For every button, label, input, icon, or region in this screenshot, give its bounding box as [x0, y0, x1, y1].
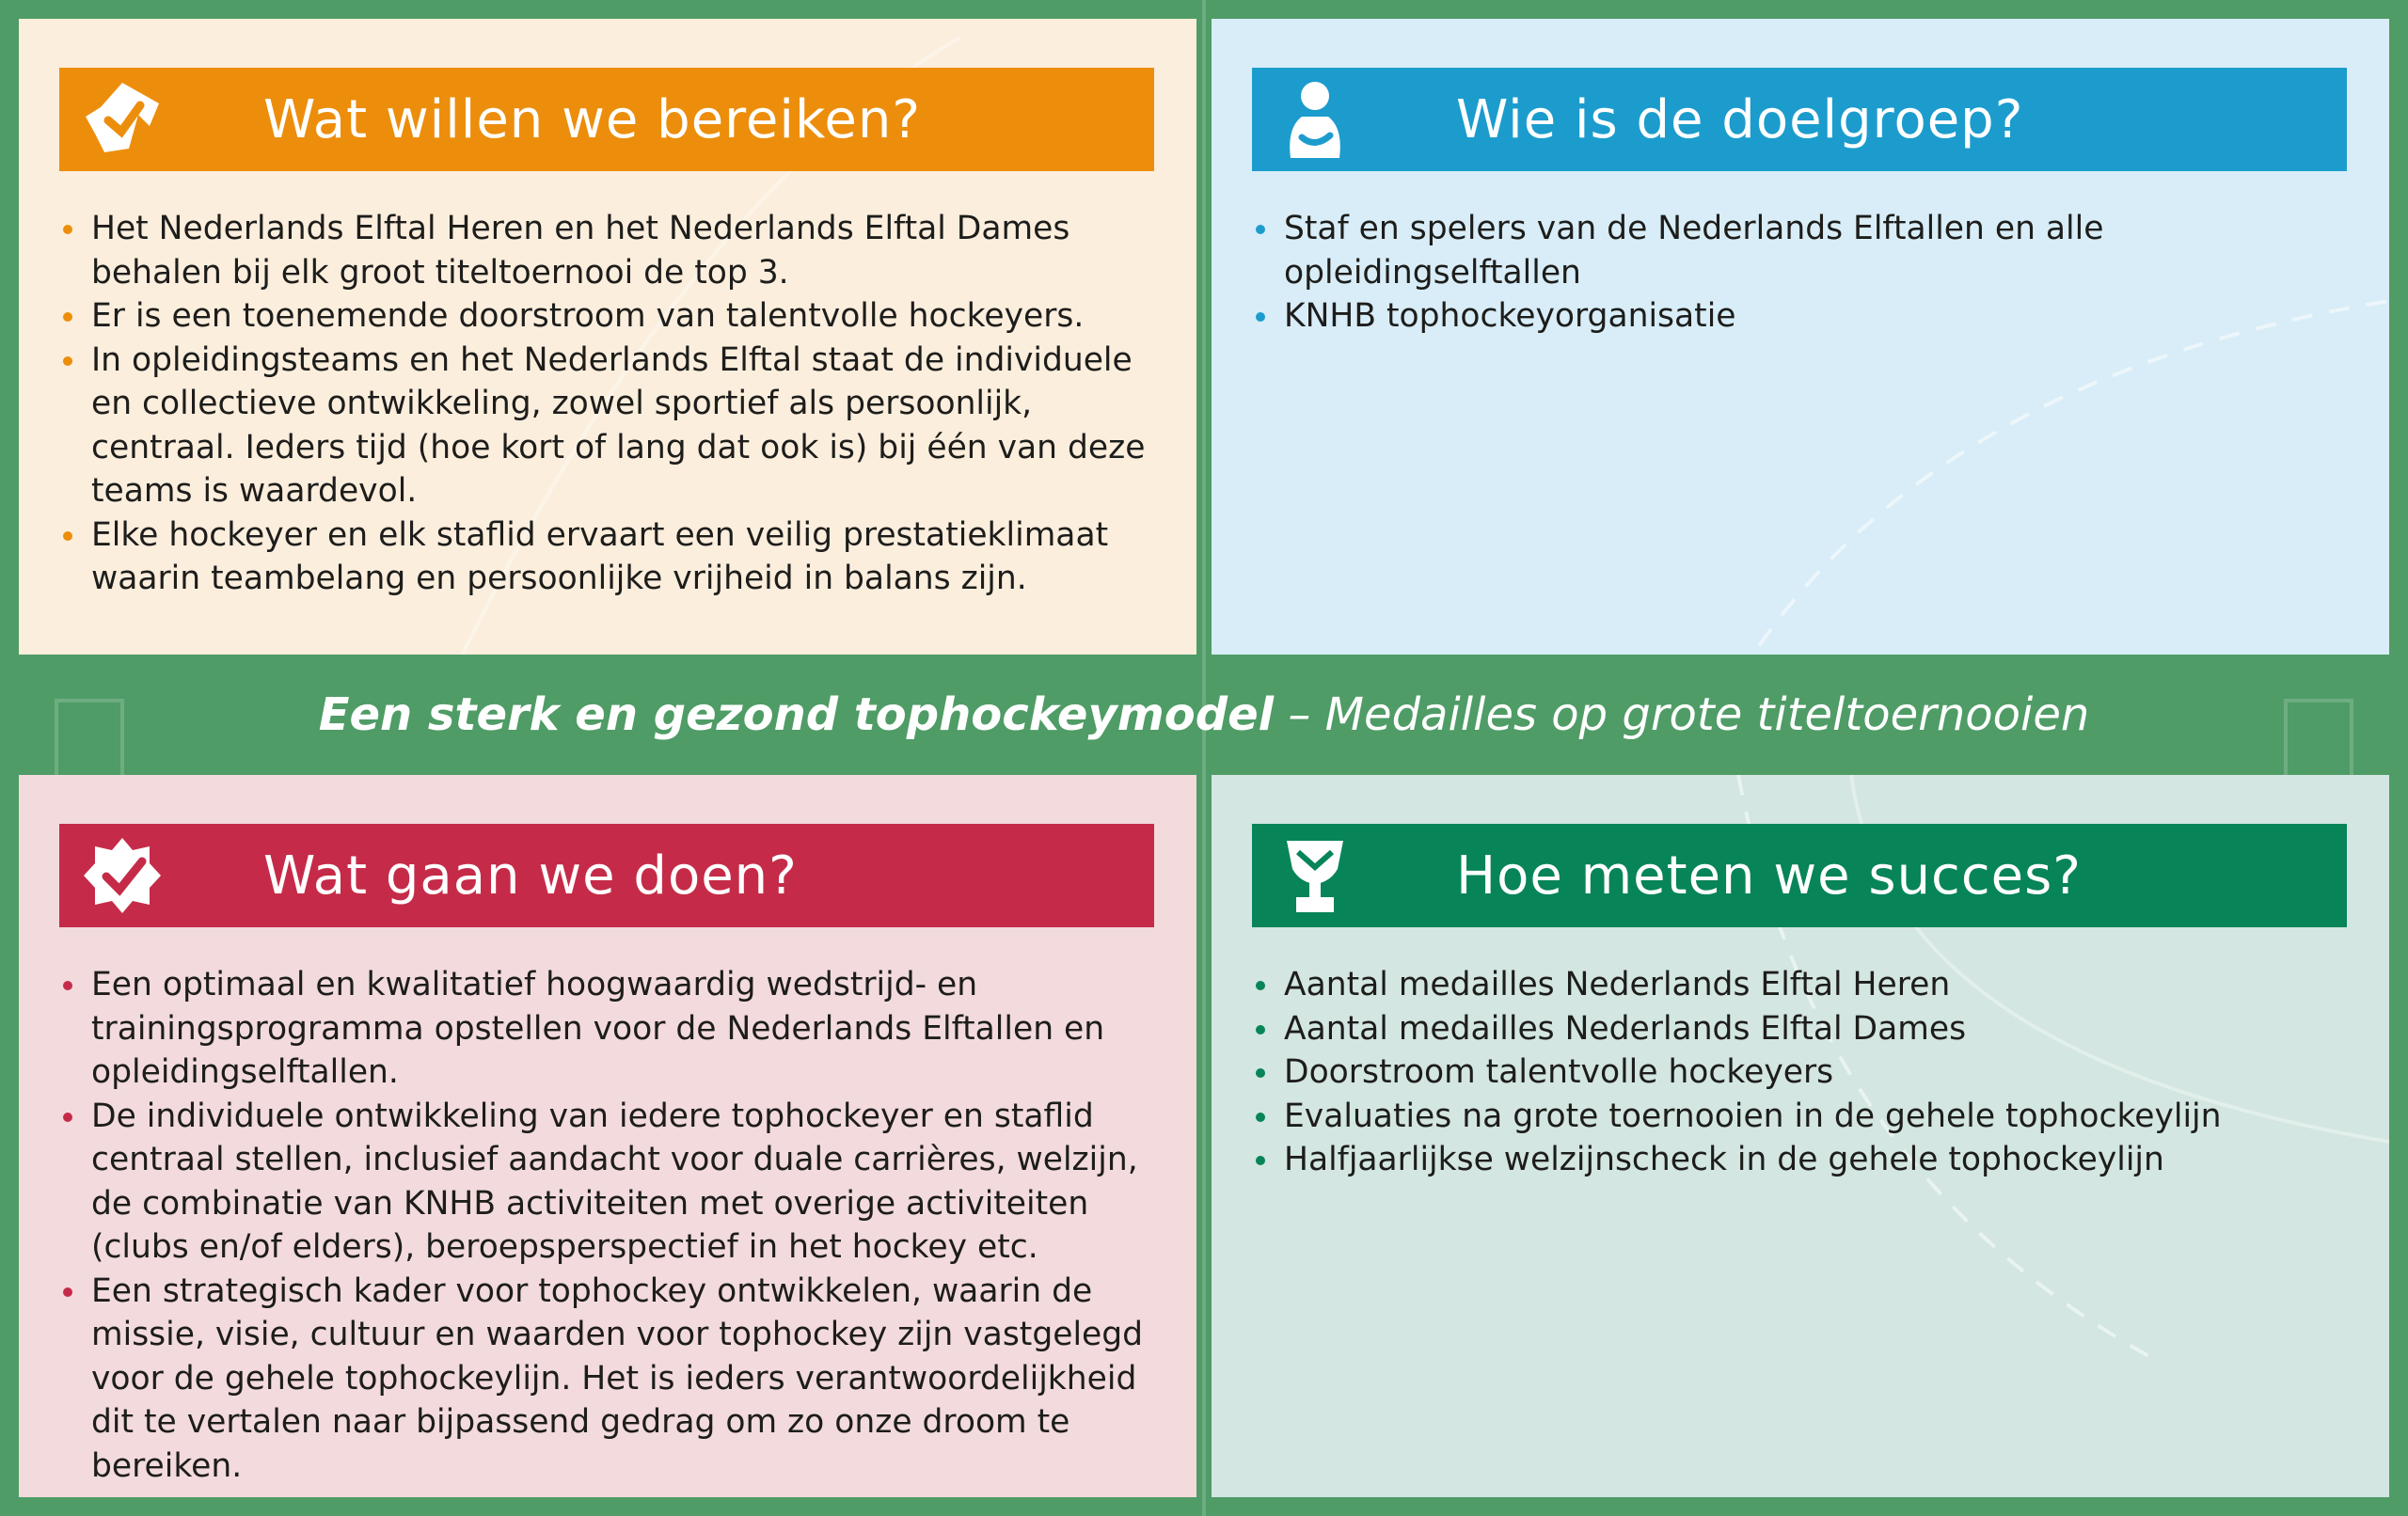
success-panel — [1212, 775, 2389, 1497]
bullet-dot — [63, 312, 72, 322]
list-item: Halfjaarlijkse welzijnscheck in de gehele tophockeylijn — [1252, 1138, 2371, 1182]
audience-header — [1252, 68, 2347, 171]
bullet-dot — [63, 1113, 72, 1122]
bullet-dot — [63, 531, 72, 541]
audience-panel — [1212, 19, 2389, 655]
bullet-dot — [1256, 1156, 1265, 1165]
list-item: KNHB tophockeyorganisatie — [1252, 294, 2371, 339]
bullet-dot — [1256, 312, 1265, 322]
success-list — [1252, 963, 2371, 1182]
list-item: Aantal medailles Nederlands Elftal Heren — [1252, 963, 2371, 1007]
audience-list — [1252, 207, 2371, 339]
list-item: Elke hockeyer en elk staflid ervaart een veilig prestatieklimaat waarin teambelang en persoonlijke vrijheid in balans zijn. — [59, 513, 1179, 601]
list-item: De individuele ontwikkeling van iedere tophockeyer en staflid centraal stellen, inclusief aandacht voor duale carrières, welzijn, de combinatie van KNHB activiteiten met overige activiteiten (clubs en/of elders), beroepsperspectief in het hockey etc. — [59, 1095, 1179, 1270]
bullet-dot — [1256, 1068, 1265, 1078]
list-item: In opleidingsteams en het Nederlands Elftal staat de individuele en collectieve ontwikkeling, zowel sportief als persoonlijk, centraal. Ieders tijd (hoe kort of lang dat ook is) bij één van deze teams is waardevol. — [59, 339, 1179, 513]
bullet-dot — [63, 225, 72, 234]
bullet-dot — [63, 981, 72, 990]
graduation-cap-icon — [80, 77, 165, 162]
list-item: Staf en spelers van de Nederlands Elftallen en alle opleidingselftallen — [1252, 207, 2371, 294]
list-item: Aantal medailles Nederlands Elftal Dames — [1252, 1007, 2371, 1051]
success-header — [1252, 824, 2347, 927]
goals-header — [59, 68, 1154, 171]
actions-list — [59, 963, 1179, 1488]
checkmark-badge-icon — [80, 833, 165, 918]
actions-panel — [19, 775, 1196, 1497]
bullet-dot — [1256, 981, 1265, 990]
bullet-dot — [63, 356, 72, 366]
list-item: Er is een toenemende doorstroom van talentvolle hockeyers. — [59, 294, 1179, 339]
bullet-dot — [1256, 1025, 1265, 1034]
bullet-dot — [1256, 1113, 1265, 1122]
list-item: Een strategisch kader voor tophockey ontwikkelen, waarin de missie, visie, cultuur en waarden voor tophockey zijn vastgelegd voor de gehele tophockeylijn. Het is ieders verantwoordelijkheid dit te vertalen naar bijpassend gedrag om zo onze droom te bereiken. — [59, 1270, 1179, 1489]
list-item: Het Nederlands Elftal Heren en het Nederlands Elftal Dames behalen bij elk groot titeltoernooi de top 3. — [59, 207, 1179, 294]
goals-panel — [19, 19, 1196, 655]
person-icon — [1273, 77, 1357, 162]
slogan-banner — [0, 675, 2408, 754]
actions-header — [59, 824, 1154, 927]
goals-list — [59, 207, 1179, 601]
success-title: Hoe meten we succes? — [1456, 845, 2082, 907]
slogan-rest: – Medailles op grote titeltoernooien — [1274, 688, 2090, 741]
list-item: Evaluaties na grote toernooien in de gehele tophockeylijn — [1252, 1095, 2371, 1139]
goals-title: Wat willen we bereiken? — [263, 88, 922, 150]
bullet-dot — [63, 1287, 72, 1297]
audience-title: Wie is de doelgroep? — [1456, 88, 2024, 150]
list-item: Een optimaal en kwalitatief hoogwaardig wedstrijd- en trainingsprogramma opstellen voor de Nederlands Elftallen en opleidingselftallen. — [59, 963, 1179, 1095]
list-item: Doorstroom talentvolle hockeyers — [1252, 1050, 2371, 1095]
trophy-icon — [1273, 833, 1357, 918]
actions-title: Wat gaan we doen? — [263, 845, 798, 907]
bullet-dot — [1256, 225, 1265, 234]
slogan-bold: Een sterk en gezond tophockeymodel — [318, 688, 1275, 741]
